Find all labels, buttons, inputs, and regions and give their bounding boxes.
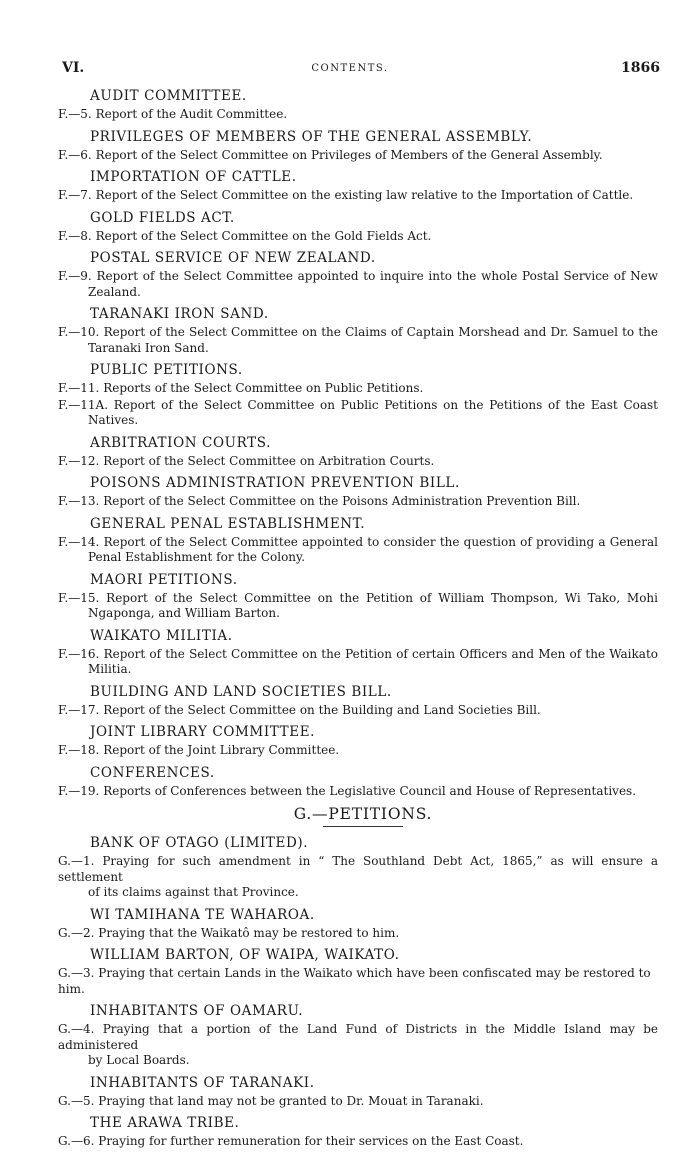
entry-code: F.—11A.	[58, 397, 109, 412]
entry-heading: TARANAKI IRON SAND.	[90, 306, 269, 322]
entry-heading: BUILDING AND LAND SOCIETIES BILL.	[90, 683, 392, 700]
contents-entry	[58, 743, 658, 759]
entry-text: Report of the Select Committee on Arbitration Courts.	[103, 453, 435, 468]
g-section-list	[58, 835, 658, 1150]
entry-text: Penal Establishment for the Colony.	[88, 550, 306, 564]
entry-code: F.—15.	[58, 590, 100, 605]
entry-code: F.—18.	[58, 743, 100, 757]
entry-text: Report of the Select Committee on the Gold Fields Act.	[95, 228, 432, 243]
contents-entry	[58, 188, 658, 204]
contents-entry	[58, 1134, 658, 1150]
contents-entry	[58, 535, 658, 566]
entry-heading: JOINT LIBRARY COMMITTEE.	[90, 724, 316, 740]
page-running-title: CONTENTS.	[311, 63, 389, 74]
entry-text: Report of the Select Committee on Public Petitions on the Petitions of the East Coast	[113, 397, 658, 412]
entry-text: by Local Boards.	[88, 1053, 190, 1067]
entry-text: Taranaki Iron Sand.	[88, 340, 209, 355]
entry-heading: AUDIT COMMITTEE.	[90, 88, 247, 104]
entry-text: Zealand.	[88, 284, 141, 299]
entry-heading: POISONS ADMINISTRATION PREVENTION BILL.	[90, 475, 460, 491]
entry-heading: CONFERENCES.	[90, 764, 215, 781]
entry-heading: WI TAMIHANA TE WAHAROA.	[90, 906, 315, 923]
entry-text: Report of the Joint Library Committee.	[103, 743, 340, 757]
contents-entry	[58, 591, 658, 622]
entry-text: Praying that the Waikatô may be restored to him.	[98, 925, 400, 940]
entry-heading: PRIVILEGES OF MEMBERS OF THE GENERAL ASSEMBLY.	[90, 128, 533, 145]
entry-text: Report of the Select Committee on the Claims of Captain Morshead and Dr. Samuel to the	[103, 325, 658, 339]
section-divider	[323, 826, 403, 827]
entry-code: F.—8.	[58, 228, 92, 243]
entry-code: F.—12.	[58, 453, 100, 468]
contents-entry	[58, 148, 658, 164]
contents-entry	[58, 325, 658, 356]
g-section-title: G.—PETITIONS.	[293, 805, 433, 823]
entry-code: G.—2.	[58, 925, 95, 940]
entry-code: G.—3.	[58, 966, 95, 980]
entry-heading: POSTAL SERVICE OF NEW ZEALAND.	[90, 250, 376, 266]
entry-text: Reports of the Select Committee on Public Petitions.	[103, 381, 424, 395]
entry-text: Natives.	[88, 413, 139, 427]
entry-heading: WILLIAM BARTON, OF WAIPA, WAIKATO.	[90, 947, 400, 963]
entry-heading: PUBLIC PETITIONS.	[90, 362, 243, 378]
entry-code: F.—7.	[58, 188, 92, 202]
entry-text: Report of the Select Committee appointed to inquire into the whole Postal Service of New	[96, 269, 658, 283]
entry-text: Militia.	[88, 662, 132, 676]
entry-text: Praying that certain Lands in the Waikato which have been confiscated may be restored to him.	[58, 966, 651, 996]
entry-code: F.—11.	[58, 381, 100, 395]
contents-entry	[58, 926, 658, 942]
entry-heading: GOLD FIELDS ACT.	[90, 209, 235, 226]
entry-code: F.—10.	[58, 325, 100, 339]
entry-heading: INHABITANTS OF TARANAKI.	[90, 1074, 315, 1091]
contents-entry	[58, 107, 658, 123]
f-section-list	[58, 88, 658, 799]
contents-entry	[58, 854, 658, 901]
entry-code: F.—19.	[58, 783, 100, 798]
entry-heading: BANK OF OTAGO (LIMITED).	[90, 835, 309, 851]
entry-text: Report of the Select Committee on the existing law relative to the Importation of Cattle.	[95, 188, 634, 202]
entry-code: F.—14.	[58, 534, 100, 549]
entry-code: F.—5.	[58, 107, 92, 121]
contents-entry	[58, 1022, 658, 1069]
entry-text: Praying that a portion of the Land Fund of Districts in the Middle Island may be administered	[58, 1022, 658, 1052]
entry-text: Praying for such amendment in “ The Southland Debt Act, 1865,” as will ensure a settlement	[58, 854, 658, 884]
contents-entry	[58, 269, 658, 300]
entry-code: G.—6.	[58, 1134, 95, 1148]
contents-entry	[58, 703, 658, 719]
contents-entry	[58, 454, 658, 470]
entry-heading: GENERAL PENAL ESTABLISHMENT.	[90, 515, 366, 532]
entry-text: of its claims against that Province.	[88, 885, 299, 899]
entry-text: Report of the Select Committee on the Petition of William Thompson, Wi Tako, Mohi	[106, 590, 658, 605]
entry-heading: MAORI PETITIONS.	[90, 571, 238, 588]
contents-list	[58, 88, 658, 1156]
contents-entry	[58, 381, 658, 397]
contents-entry	[58, 1094, 658, 1110]
entry-text: Reports of Conferences between the Legislative Council and House of Representatives.	[103, 783, 637, 798]
entry-code: F.—16.	[58, 646, 100, 661]
entry-code: F.—6.	[58, 147, 92, 162]
entry-code: G.—5.	[58, 1093, 95, 1108]
entry-code: G.—1.	[58, 854, 95, 868]
page-section-numeral: VI.	[62, 60, 85, 76]
entry-text: Praying for further remuneration for their services on the East Coast.	[98, 1134, 524, 1148]
entry-text: Report of the Select Committee appointed to consider the question of providing a General	[103, 534, 658, 549]
page-year: 1866	[621, 60, 660, 76]
entry-heading: THE ARAWA TRIBE.	[90, 1115, 240, 1131]
entry-code: G.—4.	[58, 1022, 95, 1036]
entry-text: Report of the Select Committee on the Building and Land Societies Bill.	[103, 702, 541, 717]
contents-entry	[58, 966, 658, 997]
entry-text: Report of the Select Committee on the Petition of certain Officers and Men of the Waikato	[103, 646, 658, 661]
entry-text: Report of the Select Committee on the Poisons Administration Prevention Bill.	[103, 494, 581, 508]
entry-text: Praying that land may not be granted to Dr. Mouat in Taranaki.	[98, 1093, 484, 1108]
entry-heading: IMPORTATION OF CATTLE.	[90, 169, 297, 185]
contents-entry	[58, 229, 658, 245]
contents-entry	[58, 398, 658, 429]
entry-heading: WAIKATO MILITIA.	[90, 627, 233, 644]
contents-entry	[58, 647, 658, 678]
entry-code: F.—9.	[58, 269, 92, 283]
entry-code: F.—17.	[58, 702, 100, 717]
entry-heading: INHABITANTS OF OAMARU.	[90, 1003, 304, 1019]
contents-entry	[58, 494, 658, 510]
entry-heading: ARBITRATION COURTS.	[90, 434, 272, 451]
contents-entry	[58, 784, 658, 800]
entry-text: Ngaponga, and William Barton.	[88, 606, 280, 620]
entry-text: Report of the Select Committee on Privileges of Members of the General Assembly.	[95, 147, 603, 162]
entry-code: F.—13.	[58, 494, 100, 508]
entry-text: Report of the Audit Committee.	[95, 107, 288, 121]
